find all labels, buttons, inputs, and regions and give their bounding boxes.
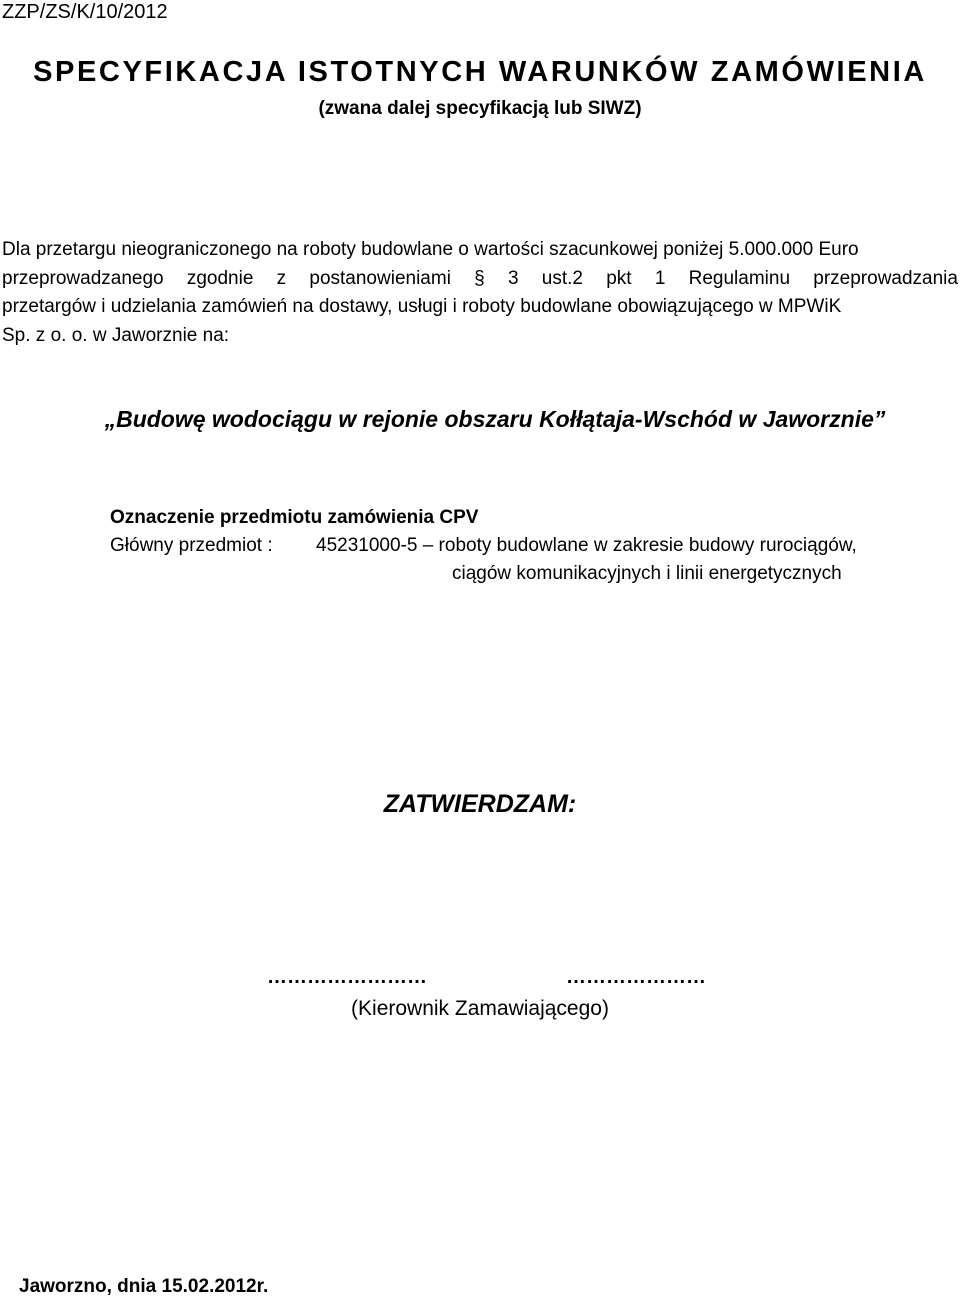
- document-subtitle: (zwana dalej specyfikacją lub SIWZ): [318, 98, 642, 119]
- intro-line: przeprowadzanego zgodnie z postanowieniami § 3 ust.2 pkt 1 Regulaminu przeprowadzania: [2, 267, 958, 289]
- approval-heading: ZATWIERDZAM:: [383, 790, 577, 818]
- intro-line: Sp. z o. o. w Jaworznie na:: [2, 324, 230, 346]
- signer-title: (Kierownik Zamawiającego): [351, 997, 609, 1020]
- place-and-date: Jaworzno, dnia 15.02.2012r.: [19, 1276, 269, 1297]
- intro-line: Dla przetargu nieograniczonego na roboty budowlane o wartości szacunkowej poniżej 5.000.000 Euro: [2, 239, 859, 260]
- contract-subject: „Budowę wodociągu w rejonie obszaru Kołłątaja-Wschód w Jaworznie”: [104, 406, 886, 432]
- cpv-label: Główny przedmiot :: [110, 535, 273, 556]
- intro-line: przetargów i udzielania zamówień na dostawy, usługi i roboty budowlane obowiązującego w MPWiK: [2, 296, 842, 317]
- cpv-heading: Oznaczenie przedmiotu zamówienia CPV: [110, 507, 479, 528]
- cpv-value: 45231000-5 – roboty budowlane w zakresie budowy rurociągów,: [316, 535, 857, 556]
- signature-line-left: ……………………: [267, 966, 427, 988]
- document-title: SPECYFIKACJA ISTOTNYCH WARUNKÓW ZAMÓWIENIA: [33, 56, 927, 88]
- signature-line-right: …………………: [566, 966, 706, 988]
- cpv-value-continued: ciągów komunikacyjnych i linii energetycznych: [452, 563, 842, 584]
- intro-paragraph: [2, 236, 958, 350]
- reference-number: ZZP/ZS/K/10/2012: [2, 1, 168, 23]
